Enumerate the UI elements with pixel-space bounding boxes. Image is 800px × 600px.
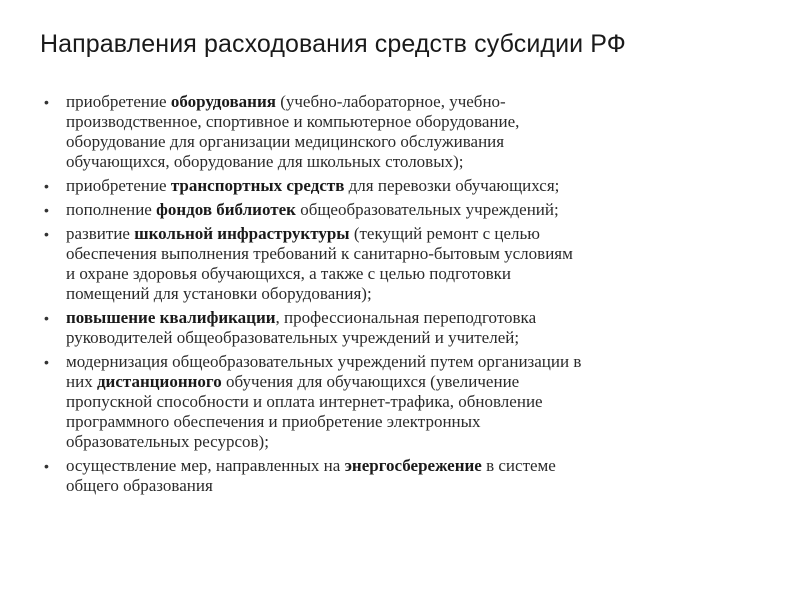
bullet-keyword: школьной инфраструктуры [134, 224, 350, 243]
bullet-text: пропускной способности и оплата интернет-трафика, обновление [66, 392, 543, 411]
bullet-keyword: транспортных средств [170, 176, 345, 195]
bullet-keyword: дистанционного [96, 372, 222, 391]
bullet-list [42, 92, 772, 500]
bullet-line [66, 432, 772, 452]
bullet-dot-icon: • [44, 310, 49, 326]
slide-title: Направления расходования средств субсидии РФ [40, 30, 626, 58]
bullet-text: руководителей общеобразовательных учреждений и учителей; [66, 328, 520, 347]
bullet-line [66, 392, 772, 412]
bullet-line [66, 200, 772, 220]
bullet-text: обучающихся, оборудование для школьных столовых); [66, 152, 464, 171]
bullet-item [42, 200, 772, 220]
bullet-text: в системе [481, 456, 556, 475]
bullet-keyword: оборудования [170, 92, 276, 111]
bullet-text: обучения для обучающихся (увеличение [221, 372, 520, 391]
bullet-item [42, 176, 772, 196]
bullet-line [66, 308, 772, 328]
bullet-line [66, 176, 772, 196]
bullet-keyword: фондов библиотек [156, 200, 296, 219]
bullet-line [66, 132, 772, 152]
bullet-item [42, 308, 772, 348]
bullet-dot-icon: • [44, 202, 49, 218]
bullet-text: (учебно-лабораторное, учебно- [275, 92, 506, 111]
bullet-text: оборудование для организации медицинского обслуживания [66, 132, 505, 151]
bullet-text: и охране здоровья обучающихся, а также с целью подготовки [66, 264, 511, 283]
bullet-text: , профессиональная переподготовка [275, 308, 537, 327]
bullet-keyword: энергосбережение [344, 456, 482, 475]
bullet-text: модернизация общеобразовательных учреждений путем организации в [66, 352, 582, 371]
bullet-text: развитие [66, 224, 135, 243]
bullet-item [42, 456, 772, 496]
bullet-text: образовательных ресурсов); [66, 432, 269, 451]
bullet-text: для перевозки обучающихся; [344, 176, 560, 195]
bullet-text: общего образования [66, 476, 213, 495]
bullet-dot-icon: • [44, 226, 49, 242]
bullet-text: производственное, спортивное и компьютерное оборудование, [66, 112, 520, 131]
bullet-text: приобретение [66, 176, 171, 195]
bullet-text: них [66, 372, 97, 391]
bullet-text: программного обеспечения и приобретение электронных [66, 412, 481, 431]
bullet-item [42, 92, 772, 172]
bullet-line [66, 352, 772, 372]
bullet-text: общеобразовательных учреждений; [295, 200, 559, 219]
bullet-line [66, 476, 772, 496]
bullet-line [66, 112, 772, 132]
bullet-text: (текущий ремонт с целью [349, 224, 540, 243]
bullet-dot-icon: • [44, 458, 49, 474]
bullet-line [66, 328, 772, 348]
bullet-text: пополнение [66, 200, 157, 219]
bullet-line [66, 412, 772, 432]
bullet-line [66, 372, 772, 392]
bullet-text: осуществление мер, направленных на [66, 456, 345, 475]
bullet-line [66, 224, 772, 244]
bullet-line [66, 244, 772, 264]
bullet-keyword: повышение квалификации [66, 308, 276, 327]
bullet-dot-icon: • [44, 354, 49, 370]
bullet-item [42, 352, 772, 452]
bullet-text: помещений для установки оборудования); [66, 284, 372, 303]
bullet-text: приобретение [66, 92, 171, 111]
bullet-item [42, 224, 772, 304]
bullet-line [66, 152, 772, 172]
bullet-line [66, 264, 772, 284]
bullet-line [66, 92, 772, 112]
bullet-line [66, 456, 772, 476]
bullet-line [66, 284, 772, 304]
bullet-dot-icon: • [44, 178, 49, 194]
bullet-text: обеспечения выполнения требований к санитарно-бытовым условиям [66, 244, 573, 263]
bullet-dot-icon: • [44, 94, 49, 110]
